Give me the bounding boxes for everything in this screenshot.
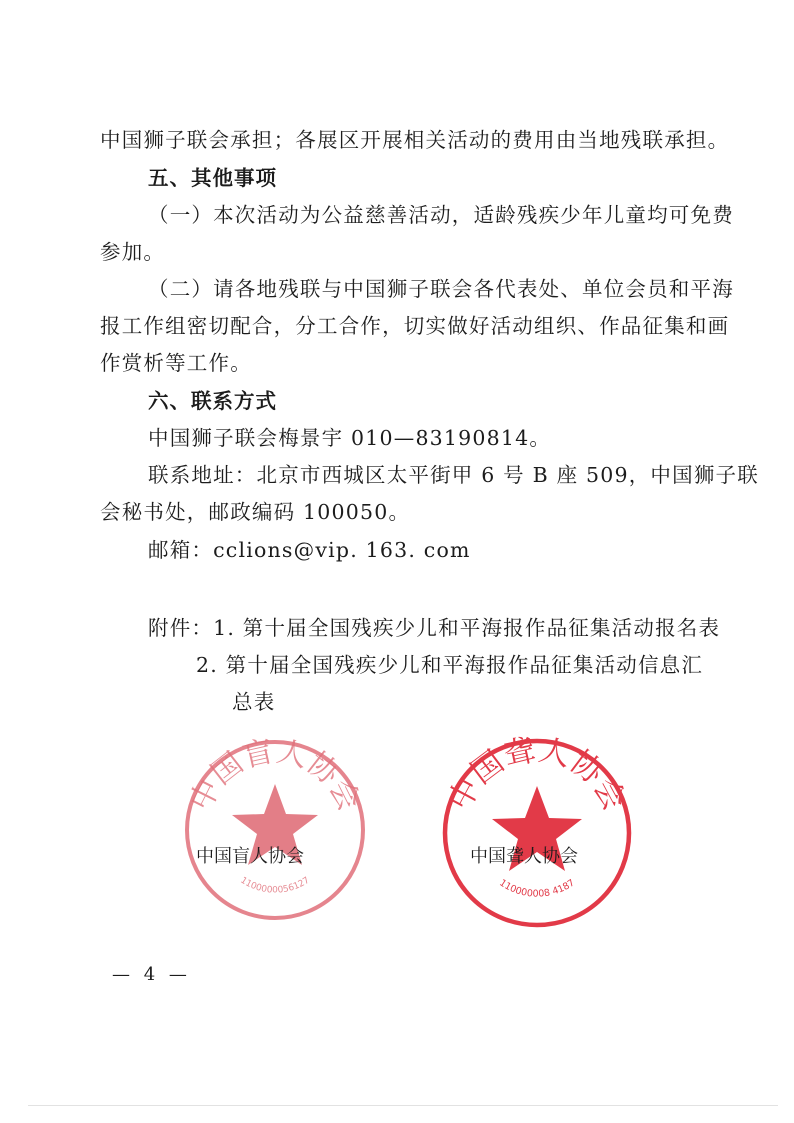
body-line-6: 报工作组密切配合，分工合作，切实做好活动组织、作品征集和画 (100, 314, 730, 338)
seal-ring-text: 中国聋人协会 (441, 732, 633, 817)
contact-email-line: 邮箱：cclions@vip. 163. com (148, 538, 471, 562)
body-line-5: （二）请各地残联与中国狮子联会各代表处、单位会员和平海 (148, 277, 734, 301)
body-line-1: 中国狮子联会承担；各展区开展相关活动的费用由当地残联承担。 (100, 128, 730, 152)
scan-edge-line (28, 1105, 778, 1106)
page-number: — 4 — (112, 964, 191, 985)
attachment-item-2-continued: 总表 (232, 690, 276, 714)
seal-code: 1100000056127 (238, 875, 312, 896)
seal-caption-left: 中国盲人协会 (196, 846, 304, 867)
contact-address-line: 联系地址：北京市西城区太平街甲 6 号 B 座 509，中国狮子联 (148, 463, 759, 487)
seal-ring-text: 中国盲人协会 (183, 734, 367, 817)
body-line-3: （一）本次活动为公益慈善活动，适龄残疾少年儿童均可免费 (148, 203, 734, 227)
attachment-item-1: 1. 第十届全国残疾少儿和平海报作品征集活动报名表 (213, 616, 721, 640)
contact-person-line: 中国狮子联会梅景宇 010—83190814。 (148, 426, 552, 450)
body-line-4: 参加。 (100, 240, 166, 264)
blind-association-seal (175, 730, 375, 930)
contact-address-line-2: 会秘书处，邮政编码 100050。 (100, 500, 411, 524)
section-heading-5: 五、其他事项 (148, 166, 277, 190)
body-line-7: 作赏析等工作。 (100, 351, 252, 375)
attachment-item-2: 2. 第十届全国残疾少儿和平海报作品征集活动信息汇 (196, 653, 704, 677)
section-heading-6: 六、联系方式 (148, 389, 277, 413)
deaf-association-seal (432, 728, 642, 938)
seal-code: 110000008 4187 (497, 877, 577, 900)
seal-caption-right: 中国聋人协会 (470, 846, 578, 867)
attachments-label-text: 附件： (148, 616, 214, 640)
attachments-label (148, 612, 758, 644)
